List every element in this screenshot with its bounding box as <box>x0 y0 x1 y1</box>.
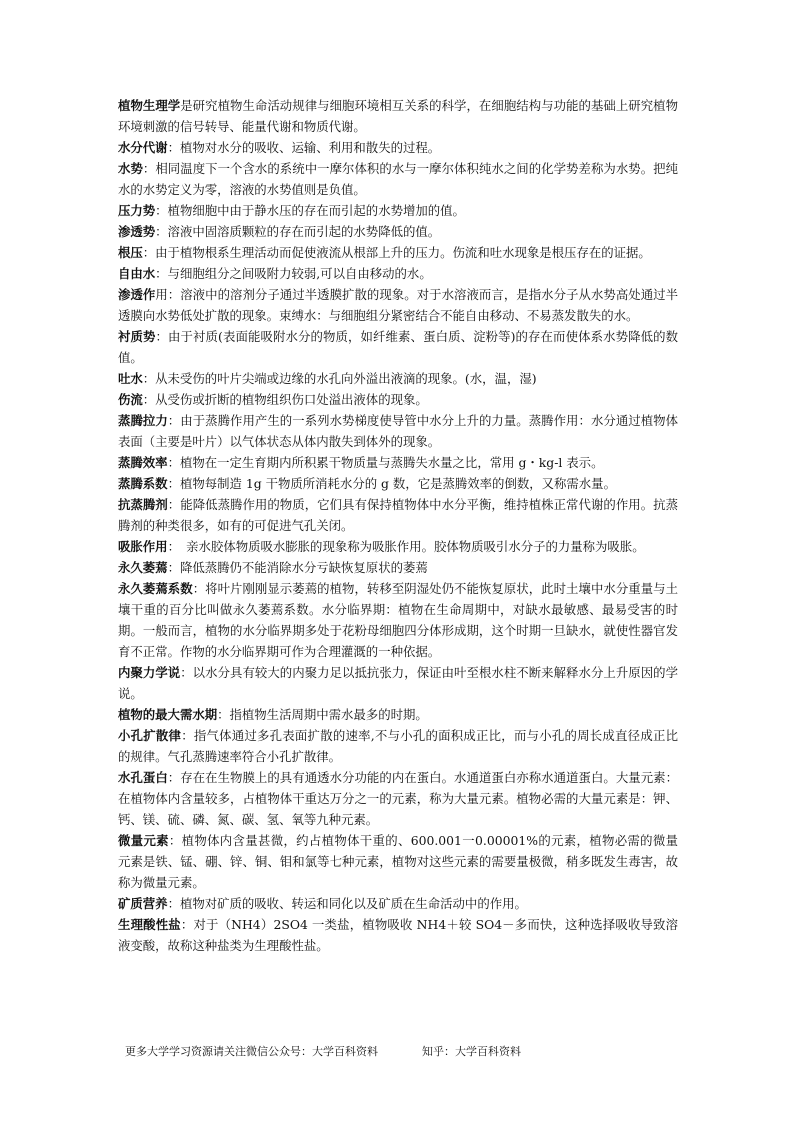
term: 蒸腾系数 <box>118 476 168 491</box>
entry-permanent-wilting-coefficient <box>118 578 678 662</box>
term: 伤流 <box>118 392 143 407</box>
entry-transpiration-efficiency <box>118 452 678 473</box>
entry-imbibition <box>118 536 678 557</box>
entry-physiological-acid-salt <box>118 914 678 956</box>
definition: ：对于（NH4）2SO4 一类盐，植物吸收 NH4＋较 SO4－多而快，这种选择吸收导致溶液变酸，故称这种盐类为生理酸性盐。 <box>118 917 679 953</box>
definition: ：由于蒸腾作用产生的一系列水势梯度使导管中水分上升的力量。蒸腾作用：水分通过植物体表面（主要是叶片）以气体状态从体内散失到体外的现象。 <box>118 413 679 449</box>
term: 水分代谢 <box>118 140 168 155</box>
term: 内聚力学说 <box>118 665 181 680</box>
term: 植物的最大需水期 <box>118 707 218 722</box>
term: 蒸腾效率 <box>118 455 168 470</box>
entry-max-water-demand <box>118 704 678 725</box>
term: 压力势 <box>118 203 156 218</box>
entry-permanent-wilting <box>118 557 678 578</box>
definition: ：植物对水分的吸收、运输、利用和散失的过程。 <box>167 140 441 155</box>
definition: ：植物在一定生育期内所积累干物质量与蒸腾失水量之比，常用 g・kg-l 表示。 <box>167 455 604 470</box>
term: 吸胀作用 <box>118 539 168 554</box>
definition: ：指气体通过多孔表面扩散的速率,不与小孔的面积成正比，而与小孔的周长成直径成正比的规律。气孔蒸腾速率符合小孔扩散律。 <box>118 728 678 764</box>
term: 永久萎蔫 <box>118 560 168 575</box>
definition: ：植物对矿质的吸收、转运和同化以及矿质在生命活动中的作用。 <box>167 896 527 911</box>
term: 矿质营养 <box>118 896 168 911</box>
definition: ：与细胞组分之间吸附力较弱,可以自由移动的水。 <box>155 266 432 281</box>
definition: ：以水分具有较大的内聚力足以抵抗张力，保证由叶至根水柱不断来解释水分上升原因的学说。 <box>118 665 679 701</box>
definition: ：能降低蒸腾作用的物质，它们具有保持植物体中水分平衡，维持植株正常代谢的作用。抗蒸腾剂的种类很多，如有的可促进气孔关闭。 <box>118 497 679 533</box>
definition: ：植物细胞中由于静水压的存在而引起的水势增加的值。 <box>155 203 465 218</box>
definition: ： 亲水胶体物质吸水膨胀的现象称为吸胀作用。胶体物质吸引水分子的力量称为吸胀。 <box>167 539 645 554</box>
definition: 是研究植物生命活动规律与细胞环境相互关系的科学，在细胞结构与功能的基础上研究植物环境刺激的信号转导、能量代谢和物质代谢。 <box>118 98 679 134</box>
definition: ：将叶片刚刚显示萎蔫的植物，转移至阴湿处仍不能恢复原状，此时土壤中水分重量与土壤干重的百分比叫做永久萎蔫系数。水分临界期：植物在生命周期中，对缺水最敏感、最易受害的时期。一般而言，植物的水分临界期多处于花粉母细胞四分体形成期，这个时期一旦缺水，就使性器官发育不正常。作物的水分临界期可作为合理灌溉的一种依据。 <box>118 581 679 659</box>
definition: 用：溶液中的溶剂分子通过半透膜扩散的现象。对于水溶液而言，是指水分子从水势高处通过半透膜向水势低处扩散的现象。束缚水：与细胞组分紧密结合不能自由移动、不易蒸发散失的水。 <box>118 287 679 323</box>
entry-root-pressure <box>118 242 678 263</box>
entry-transpiration-pull <box>118 410 678 452</box>
footer-zhihu-note: 知乎：大学百科资料 <box>422 1045 521 1058</box>
entry-cohesion-theory <box>118 662 678 704</box>
definition: ：植物体内含量甚微，约占植物体干重的、600.001一0.00001%的元素，植物必需的微量元素是铁、锰、硼、锌、铜、钼和氯等七种元素，植物对这些元素的需要量极微，稍多既发生毒害，故称为微量元素。 <box>118 833 679 890</box>
entry-guttation <box>118 368 678 389</box>
definition: ：相同温度下一个含水的系统中一摩尔体积的水与一摩尔体积纯水之间的化学势差称为水势。把纯水的水势定义为零，溶液的水势值则是负值。 <box>118 161 679 197</box>
entry-water-metabolism <box>118 137 678 158</box>
definition: ：溶液中固溶质颗粒的存在而引起的水势降低的值。 <box>155 224 441 239</box>
definition: ：存在在生物膜上的具有通透水分功能的内在蛋白。水通道蛋白亦称水通道蛋白。大量元素：在植物体内含量较多，占植物体干重达万分之一的元素，称为大量元素。植物必需的大量元素是：钾、钙、镁、硫、磷、氮、碳、氢、氧等九种元素。 <box>118 770 679 827</box>
entry-bleeding <box>118 389 678 410</box>
entry-mineral-nutrition <box>118 893 678 914</box>
entry-small-pore-diffusion <box>118 725 678 767</box>
term: 微量元素 <box>118 833 169 848</box>
term: 根压 <box>118 245 143 260</box>
term: 小孔扩散律 <box>118 728 182 743</box>
term: 水势 <box>118 161 143 176</box>
term: 水孔蛋白 <box>118 770 168 785</box>
page-footer <box>125 1043 685 1059</box>
definition: ：由于衬质(表面能吸附水分的物质，如纤维素、蛋白质、淀粉等)的存在而使体系水势降低的数值。 <box>118 329 678 365</box>
footer-wechat-note: 更多大学学习资源请关注微信公众号：大学百科资料 <box>125 1045 378 1058</box>
entry-transpiration-coefficient <box>118 473 678 494</box>
definition: ：从受伤或折断的植物组织伤口处溢出液体的现象。 <box>142 392 428 407</box>
entry-osmosis <box>118 284 678 326</box>
entry-matric-potential <box>118 326 678 368</box>
term: 渗透作 <box>118 287 156 302</box>
entry-water-potential <box>118 158 678 200</box>
entry-plant-physiology <box>118 95 678 137</box>
term: 自由水 <box>118 266 156 281</box>
definition: ：指植物生活周期中需水最多的时期。 <box>217 707 428 722</box>
definition: ：由于植物根系生理活动而促使液流从根部上升的压力。伤流和吐水现象是根压存在的证据。 <box>142 245 651 260</box>
term: 抗蒸腾剂 <box>118 497 168 512</box>
entry-aquaporin <box>118 767 678 830</box>
term: 生理酸性盐 <box>118 917 181 932</box>
entry-osmotic-potential <box>118 221 678 242</box>
definition: ：从未受伤的叶片尖端或边缘的水孔向外溢出液滴的现象。(水，温，湿) <box>142 371 537 386</box>
entry-free-water <box>118 263 678 284</box>
term: 植物生理学 <box>118 98 181 113</box>
term: 吐水 <box>118 371 143 386</box>
entry-pressure-potential <box>118 200 678 221</box>
term: 渗透势 <box>118 224 156 239</box>
term: 永久萎蔫系数 <box>118 581 193 596</box>
term: 衬质势 <box>118 329 156 344</box>
document-body <box>118 95 678 956</box>
definition: ：降低蒸腾仍不能消除水分亏缺恢复原状的萎蔫 <box>167 560 428 575</box>
entry-micronutrient <box>118 830 678 893</box>
term: 蒸腾拉力 <box>118 413 168 428</box>
definition: ：植物每制造 1g 干物质所消耗水分的 g 数，它是蒸腾效率的倒数，又称需水量。 <box>167 476 616 491</box>
entry-antitranspirant <box>118 494 678 536</box>
